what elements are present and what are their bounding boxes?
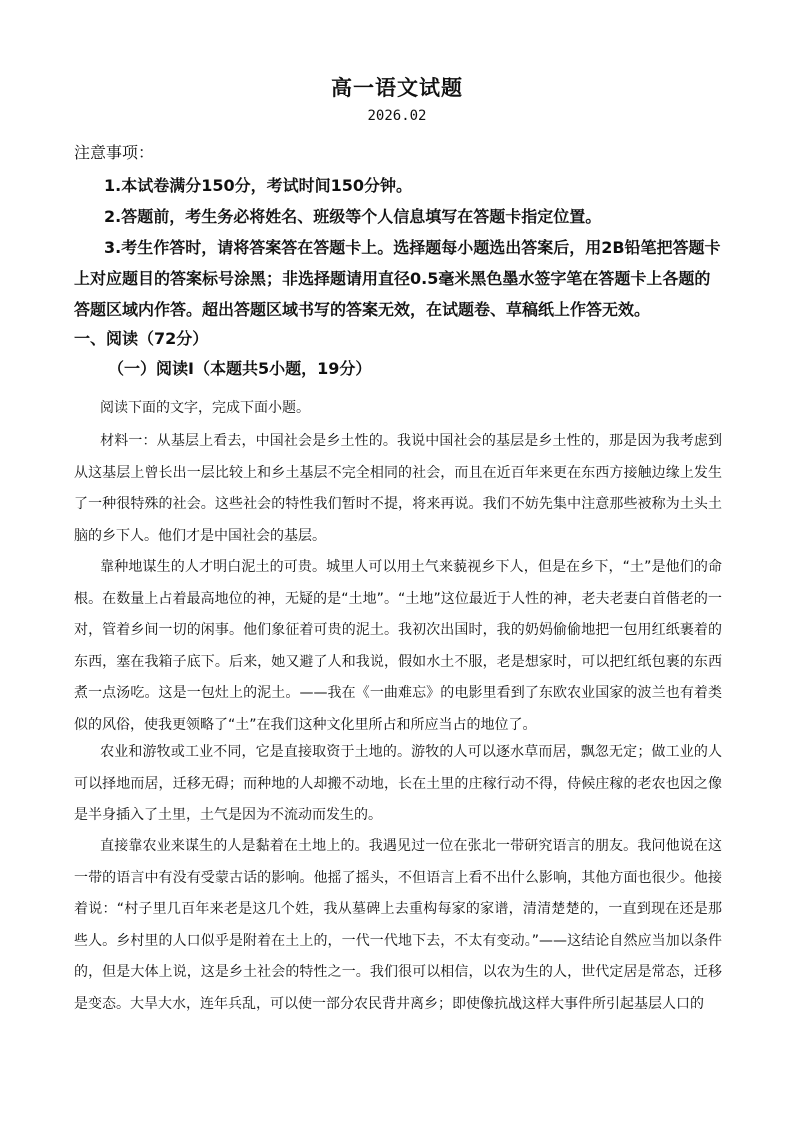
paragraph-text: 靠种地谋生的人才明白泥土的可贵。城里人可以用土气来藐视乡下人，但是在乡下，“土”是他们的命根。在数量上占着最高地位的神，无疑的是“土地”。“土地”这位最近于人性的神，老夫老妻白首偕老的一对，管着乡间一切的闲事。他们象征着可贵的泥土。我初次出国时，我的奶妈偷偷地把一包用红纸裹着的东西，塞在我箱子底下。后来，她又避了人和我说，假如水土不服，老是想家时，可以把红纸包裹的东西煮一点汤吃。这是一包灶上的泥土。——我在《一曲难忘》的电影里看到了东欧农业国家的波兰也有着类似的风俗，使我更领略了“土”在我们这种文化里所占和所应当占的地位了。	[74, 559, 722, 733]
reading-instruction: 阅读下面的文字，完成下面小题。	[100, 400, 310, 416]
paragraph-text: 直接靠农业来谋生的人是黏着在土地上的。我遇见过一位在张北一带研究语言的朋友。我问他说在这一带的语言中有没有受蒙古话的影响。他摇了摇头，不但语言上看不出什么影响，其他方面也很少。他接着说：“村子里几百年来老是这几个姓，我从墓碑上去重构每家的家谱，清清楚楚的，一直到现在还是那些人。乡村里的人口似乎是附着在土上的，一代一代地下去，不太有变动。”——这结论自然应当加以条件的，但是大体上说，这是乡土社会的特性之一。我们很可以相信，以农为生的人，世代定居是常态，迁移是变态。大旱大水，连年兵乱，可以使一部分农民背井离乡；即使像抗战这样大事件所引起基层人口的	[74, 838, 722, 1012]
paragraph-text: 材料一：从基层上看去，中国社会是乡土性的。我说中国社会的基层是乡土性的，那是因为我考虑到从这基层上曾长出一层比较上和乡土基层不完全相同的社会，而且在近百年来更在东西方接触边缘上发生了一种很特殊的社会。这些社会的特性我们暂时不提，将来再说。我们不妨先集中注意那些被称为土头土脑的乡下人。他们才是中国社会的基层。	[74, 433, 722, 544]
notice-heading: 注意事项：	[74, 143, 155, 162]
notice-item-text: 3.考生作答时，请将答案答在答题卡上。选择题每小题选出答案后，用2B铅笔把答题卡上对应题目的答案标号涂黑；非选择题请用直径0.5毫米黑色墨水签字笔在答题卡上各题的答题区域内作答。超出答题区域书写的答案无效，在试题卷、草稿纸上作答无效。	[74, 238, 721, 319]
paragraph-text: 农业和游牧或工业不同，它是直接取资于土地的。游牧的人可以逐水草而居，飘忽无定；做工业的人可以择地而居，迁移无碍；而种地的人却搬不动地，长在土里的庄稼行动不得，侍候庄稼的老农也因之像是半身插入了土里，土气是因为不流动而发生的。	[74, 744, 722, 823]
notice-item	[74, 170, 722, 201]
subsection-heading: （一）阅读Ⅰ（本题共5小题，19分）	[108, 359, 372, 378]
notice-item	[74, 232, 722, 325]
passage-paragraph	[74, 552, 722, 741]
passage-paragraph	[74, 426, 722, 552]
exam-date: 2026.02	[367, 108, 427, 124]
notice-item-text: 2.答题前，考生务必将姓名、班级等个人信息填写在答题卡指定位置。	[104, 207, 602, 226]
notice-item-text: 1.本试卷满分150分，考试时间150分钟。	[104, 176, 413, 195]
section-heading: 一、阅读（72分）	[74, 329, 209, 348]
passage-paragraph	[74, 831, 722, 1020]
exam-title: 高一语文试题	[331, 76, 463, 100]
notice-item	[74, 201, 722, 232]
passage-paragraph	[74, 737, 722, 832]
